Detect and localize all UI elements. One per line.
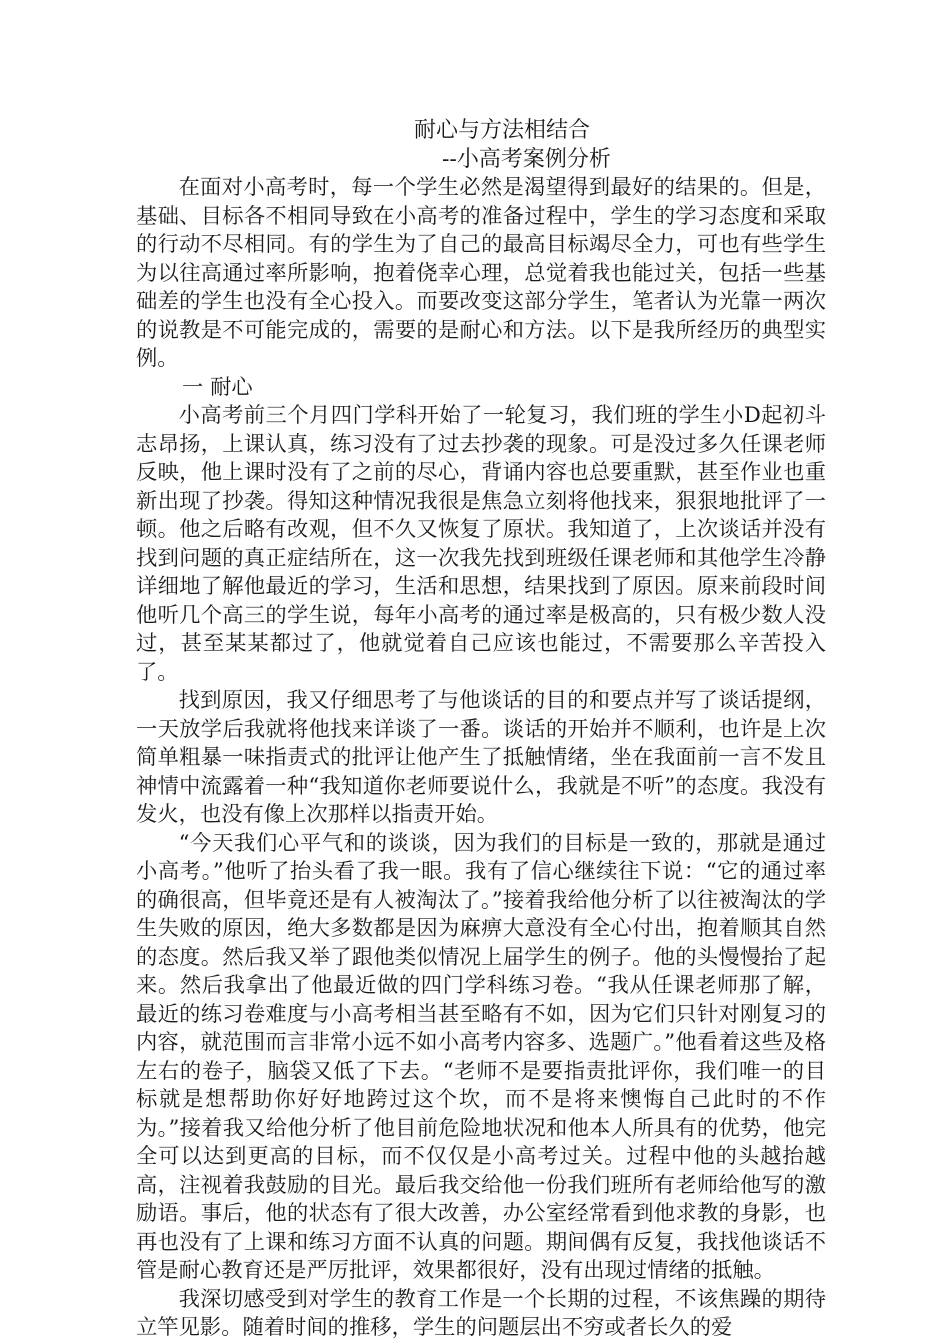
intro-paragraph: 在面对小高考时，每一个学生必然是渴望得到最好的结果的。但是，基础、目标各不相同导致在小高考的准备过程中，学生的学习态度和采取的行动不尽相同。有的学生为了自己的最高目标竭尽全力，可也有些学生为以往高通过率所影响，抱着侥幸心理，总觉着我也能过关，包括一些基础差的学生也没有全心投入。而要改变这部分学生，笔者认为光靠一两次的说教是不可能完成的，需要的是耐心和方法。以下是我所经历的典型实例。 [136, 175, 826, 371]
document-subtitle: --小高考案例分析 [442, 147, 611, 172]
body-paragraph: “今天我们心平气和的谈谈，因为我们的目标是一致的，那就是通过小高考。”他听了抬头看了我一眼。我有了信心继续往下说：“它的通过率的确很高，但毕竟还是有人被淘汰了。”接着我给他分析了以往被淘汰的学生失败的原因，绝大多数都是因为麻痹大意没有全心付出，抱着顺其自然的态度。然后我又举了跟他类似情况上届学生的例子。他的头慢慢抬了起来。然后我拿出了他最近做的四门学科练习卷。“我从任课老师那了解，最近的练习卷难度与小高考相当甚至略有不如，因为它们只针对刚复习的内容，就范围而言非常小远不如小高考内容多、选题广。”他看着这些及格左右的卷子，脑袋又低了下去。“老师不是要指责批评你，我们唯一的目标就是想帮助你好好地跨过这个坎，而不是将来懊悔自己此时的不作为。”接着我又给他分析了他目前危险地状况和他本人所具有的优势，他完全可以达到更高的目标，而不仅仅是小高考过关。过程中他的头越抬越高，注视着我鼓励的目光。最后我交给他一份我们班所有老师给他写的激励语。事后，他的状态有了很大改善，办公室经常看到他求教的身影，也再也没有了上课和练习方面不认真的问题。期间偶有反复，我找他谈话不管是耐心教育还是严厉批评，效果都很好，没有出现过情绪的抵触。 [136, 830, 826, 1283]
body-paragraph: 小高考前三个月四门学科开始了一轮复习，我们班的学生小D起初斗志昂扬，上课认真，练习没有了过去抄袭的现象。可是没过多久任课老师反映，他上课时没有了之前的尽心，背诵内容也总要重默，甚至作业也重新出现了抄袭。得知这种情况我很是焦急立刻将他找来，狠狠地批评了一顿。他之后略有改观，但不久又恢复了原状。我知道了，上次谈话并没有找到问题的真正症结所在，这一次我先找到班级任课老师和其他学生冷静详细地了解他最近的学习，生活和思想，结果找到了原因。原来前段时间他听几个高三的学生说，每年小高考的通过率是极高的，只有极少数人没过，甚至某某都过了，他就觉着自己应该也能过，不需要那么辛苦投入了。 [136, 403, 826, 685]
document-body [136, 116, 826, 1343]
body-paragraph: 我深切感受到对学生的教育工作是一个长期的过程，不该焦躁的期待立竿见影。随着时间的推移，学生的问题层出不穷或者长久的爱 [136, 1286, 826, 1340]
section-heading-patience: 一 耐心 [182, 374, 253, 400]
body-paragraph: 找到原因，我又仔细思考了与他谈话的目的和要点并写了谈话提纲，一天放学后我就将他找来详谈了一番。谈话的开始并不顺利，也许是上次简单粗暴一味指责式的批评让他产生了抵触情绪，坐在我面前一言不发且神情中流露着一种“我知道你老师要说什么，我就是不听”的态度。我没有发火，也没有像上次那样以指责开始。 [136, 688, 826, 827]
document-title: 耐心与方法相结合 [414, 118, 591, 143]
